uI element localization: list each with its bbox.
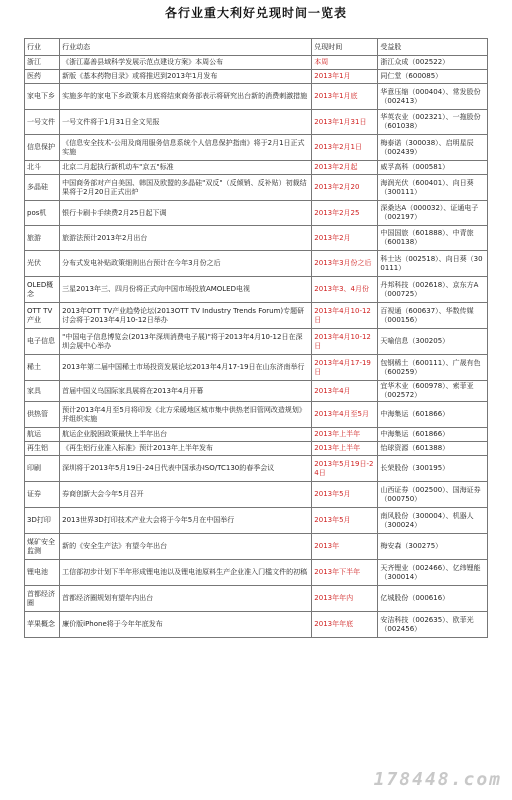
- table-row: [25, 277, 488, 303]
- table-row: [25, 402, 488, 428]
- cell-stocks: 浙江众成（002522）: [378, 56, 488, 70]
- cell-industry: 证券: [25, 482, 60, 508]
- cell-stocks: 中海集运（601866）: [378, 402, 488, 428]
- cell-time: 2013年4月17-19日: [312, 355, 378, 381]
- cell-stocks: 怡球资源（601388）: [378, 442, 488, 456]
- cell-news: 券商创新大会今年5月召开: [60, 482, 312, 508]
- cell-stocks: 安洁科技（002635）、欧菲光（002456）: [378, 612, 488, 638]
- table-row: [25, 329, 488, 355]
- policy-table: [24, 38, 488, 638]
- cell-news: 银行卡刷卡手续费2月25日起下调: [60, 201, 312, 226]
- cell-news: 深圳将于2013年5月19日-24日代表中国承办ISO/TC130的春季会议: [60, 456, 312, 482]
- cell-news: 2013年第二届中国稀土市场投资发展论坛2013年4月17-19日在山东济南举行: [60, 355, 312, 381]
- table-row: [25, 586, 488, 612]
- cell-industry: 多晶硅: [25, 175, 60, 201]
- cell-stocks: 华英农业（002321）、一拖股份（601038）: [378, 110, 488, 135]
- cell-stocks: 梅安森（300275）: [378, 534, 488, 560]
- cell-stocks: 深桑达A（000032）、证通电子（002197）: [378, 201, 488, 226]
- cell-news: 中国商务部对产自美国、韩国及欧盟的多晶硅"双反"（反倾销、反补贴）初裁结果将于2月20日正式出炉: [60, 175, 312, 201]
- cell-time: 2013年4月10-12日: [312, 329, 378, 355]
- cell-industry: 家具: [25, 381, 60, 402]
- table-row: [25, 56, 488, 70]
- cell-industry: 再生铝: [25, 442, 60, 456]
- cell-industry: 北斗: [25, 161, 60, 175]
- cell-time: 2013年2月20: [312, 175, 378, 201]
- table-row: [25, 251, 488, 277]
- cell-news: 北京二月起执行新机动车"京五"标准: [60, 161, 312, 175]
- cell-news: 工信部初步计划下半年形成锂电池以及锂电池原料生产企业准入门槛文件的初稿: [60, 560, 312, 586]
- cell-time: 2013年2月25: [312, 201, 378, 226]
- cell-industry: 煤矿安全监测: [25, 534, 60, 560]
- cell-industry: 印刷: [25, 456, 60, 482]
- table-row: [25, 70, 488, 84]
- cell-stocks: 同仁堂（600085）: [378, 70, 488, 84]
- cell-industry: 一号文件: [25, 110, 60, 135]
- cell-time: 2013年5月: [312, 482, 378, 508]
- cell-news: 预计2013年4月至5月将印发《北方采暖地区城市集中供热老旧管网改造规划》并组织实施: [60, 402, 312, 428]
- cell-stocks: 梅泰诺（300038）、启明星辰（002439）: [378, 135, 488, 161]
- cell-stocks: 华意压缩（000404）、常发股份（002413）: [378, 84, 488, 110]
- cell-time: 2013年3月份之后: [312, 251, 378, 277]
- cell-time: 2013年4月10-12日: [312, 303, 378, 329]
- cell-industry: pos机: [25, 201, 60, 226]
- cell-time: 2013年4月: [312, 381, 378, 402]
- cell-stocks: 科士达（002518）、向日葵（300111）: [378, 251, 488, 277]
- cell-stocks: 威孚高科（000581）: [378, 161, 488, 175]
- cell-time: 2013年上半年: [312, 428, 378, 442]
- watermark-logo: 178448.com: [373, 769, 502, 790]
- cell-news: 首都经济圈规划有望年内出台: [60, 586, 312, 612]
- table-row: [25, 381, 488, 402]
- cell-news: 新版《基本药物目录》或将推迟到2013年1月发布: [60, 70, 312, 84]
- cell-industry: 医药: [25, 70, 60, 84]
- cell-time: 2013年年内: [312, 586, 378, 612]
- cell-industry: 锂电池: [25, 560, 60, 586]
- cell-time: 2013年下半年: [312, 560, 378, 586]
- table-row: [25, 508, 488, 534]
- cell-time: 2013年4月至5月: [312, 402, 378, 428]
- table-row: [25, 175, 488, 201]
- table-row: [25, 456, 488, 482]
- cell-news: "中国电子信息博览会(2013年深圳消费电子展)"将于2013年4月10-12日在深圳会展中心举办: [60, 329, 312, 355]
- header-news: 行业动态: [60, 39, 312, 56]
- table-row: [25, 355, 488, 381]
- table-row: [25, 201, 488, 226]
- cell-industry: OTT TV产业: [25, 303, 60, 329]
- cell-time: 本周: [312, 56, 378, 70]
- cell-news: 实施多年的家电下乡政策本月底将结束商务部表示将研究出台新的消费刺激措施: [60, 84, 312, 110]
- cell-time: 2013年5月19日-24日: [312, 456, 378, 482]
- cell-stocks: 长荣股份（300195）: [378, 456, 488, 482]
- header-stocks: 受益股: [378, 39, 488, 56]
- table-row: [25, 534, 488, 560]
- cell-time: 2013年5月: [312, 508, 378, 534]
- table-row: [25, 560, 488, 586]
- cell-news: 《浙江嘉善县域科学发展示范点建设方案》本周公布: [60, 56, 312, 70]
- table-row: [25, 303, 488, 329]
- cell-time: 2013年上半年: [312, 442, 378, 456]
- cell-time: 2013年1月底: [312, 84, 378, 110]
- cell-stocks: 天齐锂业（002466）、亿纬锂能（300014）: [378, 560, 488, 586]
- cell-news: 首届中国义乌国际家具展将在2013年4月开幕: [60, 381, 312, 402]
- page-title: 各行业重大利好兑现时间一览表: [164, 6, 347, 20]
- cell-news: 《信息安全技术-公用及商用服务信息系统个人信息保护指南》将于2月1日正式实施: [60, 135, 312, 161]
- cell-time: 2013年3、4月份: [312, 277, 378, 303]
- cell-stocks: 山西证券（002500）、国海证券（000750）: [378, 482, 488, 508]
- cell-stocks: 包钢稀土（600111）、广晟有色（600259）: [378, 355, 488, 381]
- cell-industry: 3D打印: [25, 508, 60, 534]
- cell-industry: 浙江: [25, 56, 60, 70]
- table-row: [25, 161, 488, 175]
- cell-stocks: 中海集运（601866）: [378, 428, 488, 442]
- cell-stocks: 百视通（600637）、华数传媒（000156）: [378, 303, 488, 329]
- table-row: [25, 135, 488, 161]
- table-row: [25, 110, 488, 135]
- table-row: [25, 226, 488, 251]
- table-row: [25, 612, 488, 638]
- cell-stocks: 宜华木业（600978）、索菲亚（002572）: [378, 381, 488, 402]
- cell-industry: 苹果概念: [25, 612, 60, 638]
- cell-industry: 信息保护: [25, 135, 60, 161]
- cell-stocks: 南风股份（300004）、机器人（300024）: [378, 508, 488, 534]
- table-row: [25, 428, 488, 442]
- cell-news: 旅游法预计2013年2月出台: [60, 226, 312, 251]
- table-row: [25, 442, 488, 456]
- cell-time: 2013年1月31日: [312, 110, 378, 135]
- cell-stocks: 亿城股份（000616）: [378, 586, 488, 612]
- cell-industry: OLED概念: [25, 277, 60, 303]
- header-time: 兑现时间: [312, 39, 378, 56]
- cell-news: 新的《安全生产法》有望今年出台: [60, 534, 312, 560]
- cell-news: 《再生铝行业准入标准》预计2013年上半年发布: [60, 442, 312, 456]
- table-row: [25, 84, 488, 110]
- cell-news: 2013年OTT TV产业趋势论坛(2013OTT TV Industry Trends Forum)专题研讨会将于2013年4月10-12日举办: [60, 303, 312, 329]
- table-header-row: [25, 39, 488, 56]
- cell-news: 分布式发电补贴政策细则出台预计在今年3月份之后: [60, 251, 312, 277]
- cell-time: 2013年1月: [312, 70, 378, 84]
- cell-stocks: 中国国旅（601888）、中青旅（600138）: [378, 226, 488, 251]
- cell-industry: 电子信息: [25, 329, 60, 355]
- cell-news: 三星2013年三、四月份将正式向中国市场投放AMOLED电视: [60, 277, 312, 303]
- cell-industry: 供热管: [25, 402, 60, 428]
- cell-stocks: 天喻信息（300205）: [378, 329, 488, 355]
- table-row: [25, 482, 488, 508]
- cell-time: 2013年2月起: [312, 161, 378, 175]
- cell-industry: 稀土: [25, 355, 60, 381]
- cell-time: 2013年年底: [312, 612, 378, 638]
- cell-time: 2013年: [312, 534, 378, 560]
- cell-stocks: 海润光伏（600401）、向日葵（300111）: [378, 175, 488, 201]
- cell-industry: 航运: [25, 428, 60, 442]
- cell-news: 一号文件将于1月31日全文见报: [60, 110, 312, 135]
- cell-industry: 光伏: [25, 251, 60, 277]
- cell-stocks: 丹邦科技（002618）、京东方A（000725）: [378, 277, 488, 303]
- cell-news: 航运企业脱困政策最快上半年出台: [60, 428, 312, 442]
- cell-industry: 家电下乡: [25, 84, 60, 110]
- cell-time: 2013年2月: [312, 226, 378, 251]
- cell-industry: 旅游: [25, 226, 60, 251]
- header-industry: 行业: [25, 39, 60, 56]
- cell-time: 2013年2月1日: [312, 135, 378, 161]
- cell-news: 2013世界3D打印技术产业大会将于今年5月在中国举行: [60, 508, 312, 534]
- cell-news: 廉价版iPhone将于今年年底发布: [60, 612, 312, 638]
- cell-industry: 首都经济圈: [25, 586, 60, 612]
- table-body: [25, 56, 488, 638]
